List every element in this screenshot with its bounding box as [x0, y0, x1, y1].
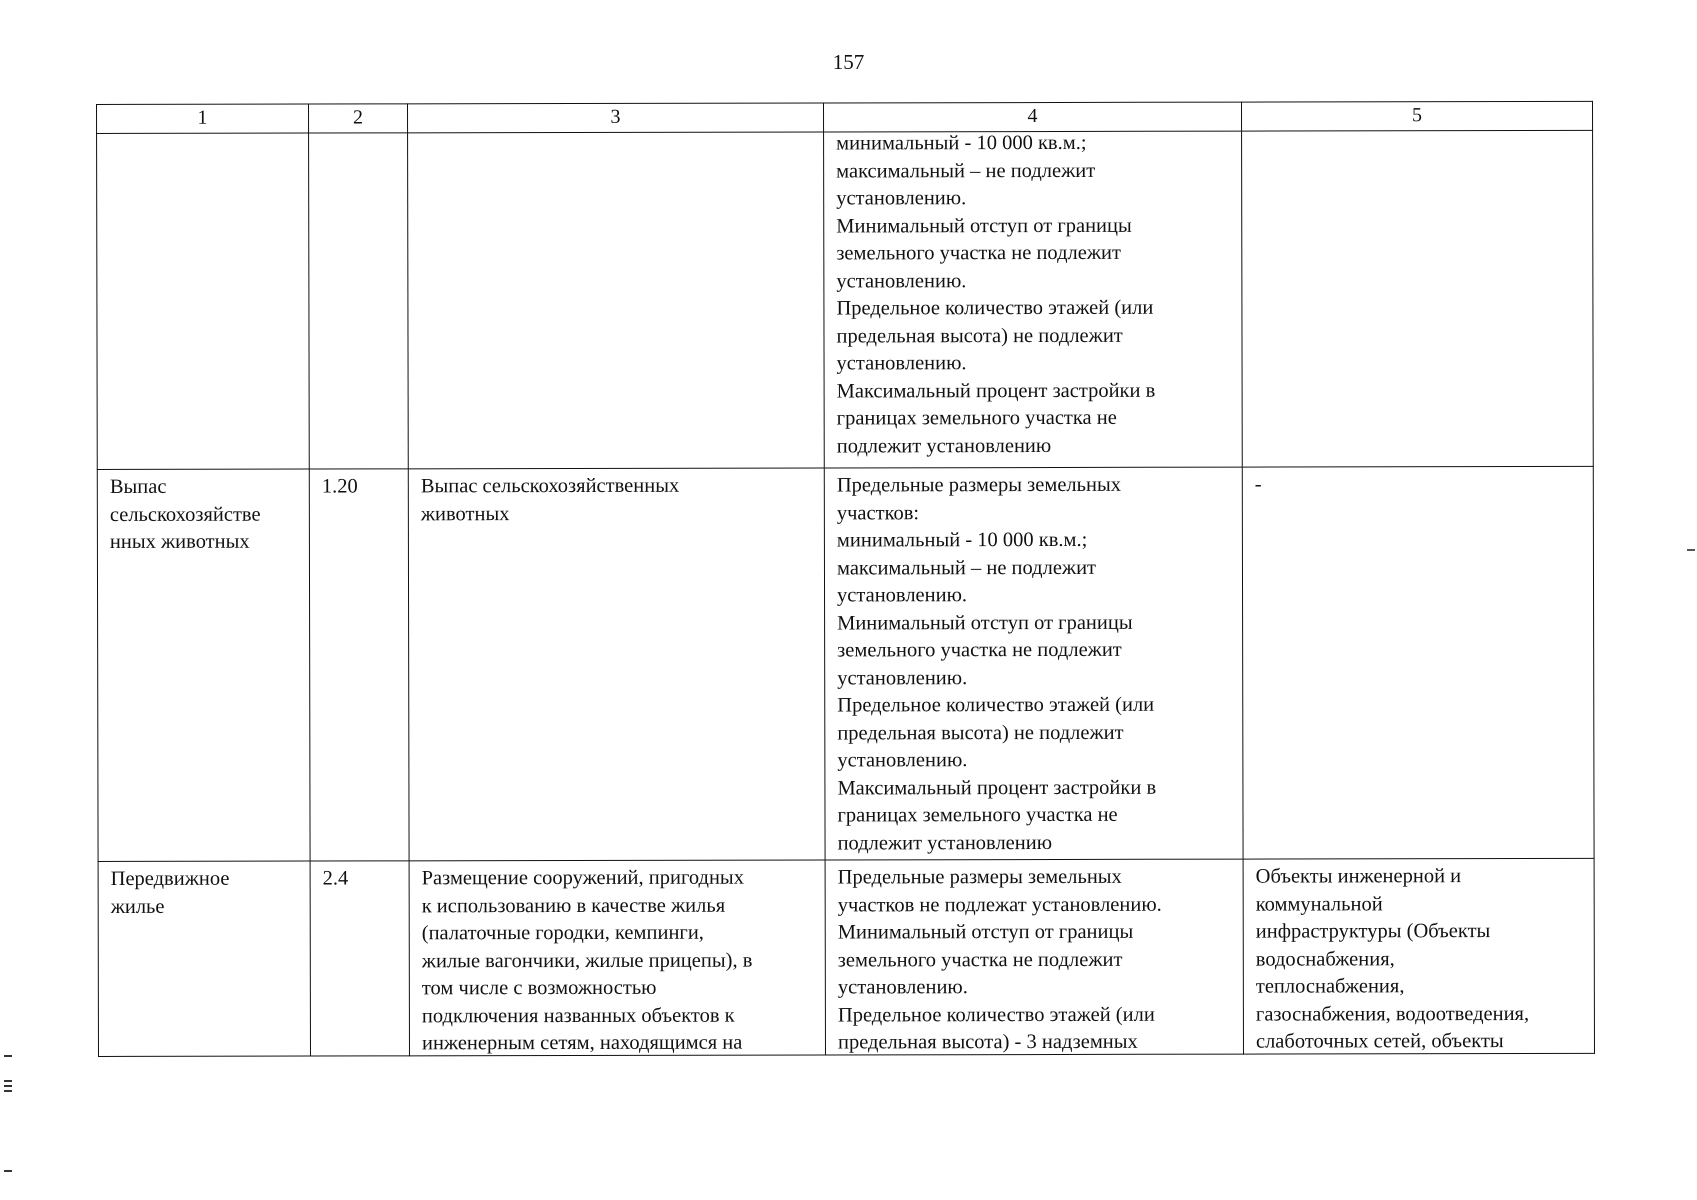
header-col-2: 2 [309, 104, 408, 133]
cell-text: Размещение сооружений, пригодных к использованию в качестве жилья (палаточные городки, кемпинги, жилые вагончики, жилые прицепы), в том числе с возможностью подключения названных объектов к инженерным сетям, находящимся на [421, 866, 753, 1055]
cell-restrictions [1242, 130, 1594, 467]
scan-edge-mark [4, 1090, 12, 1092]
cell-use-name [97, 469, 310, 861]
cell-text: Объекты инженерной и коммунальной инфраструктуры (Объекты водоснабжения, теплоснабжения, газоснабжения, водоотведения, слаботочных сетей, объекты [1255, 865, 1530, 1053]
scan-edge-mark [1687, 549, 1695, 551]
scan-edge-mark [4, 1080, 12, 1082]
header-col-4: 4 [823, 102, 1241, 132]
cell-parameters [825, 859, 1243, 1055]
cell-text: 2.4 [322, 867, 349, 890]
cell-text: 1.20 [321, 475, 358, 498]
table-row [98, 858, 1594, 1056]
cell-parameters [824, 131, 1243, 468]
cell-use-description [408, 468, 825, 861]
cell-restrictions [1242, 466, 1594, 859]
cell-parameters [824, 467, 1243, 860]
cell-use-name [97, 133, 310, 469]
cell-use-code [309, 133, 409, 469]
cell-use-name [98, 861, 310, 1056]
cell-use-description [409, 860, 825, 1056]
cell-text: минимальный - 10 000 кв.м.; максимальный – не подлежит установлению. Минимальный отступ от границы земельного участка не подлежит установлению. Предельное количество этажей (или предельная высота) не подлежит установлению. Максимальный процент застройки в границах земельного участка не подлежит установлению [836, 131, 1156, 457]
scan-edge-mark [4, 1055, 12, 1057]
cell-text: Выпас сельскохозяйстве нных животных [109, 475, 261, 553]
table-row [97, 466, 1594, 861]
header-col-5: 5 [1241, 101, 1592, 131]
header-row [97, 101, 1593, 133]
scan-edge-mark [4, 1170, 12, 1172]
cell-text: Предельные размеры земельных участков не подлежат установлению. Минимальный отступ от границы земельного участка не подлежит установлению. Предельное количество этажей (или предельная высота) - 3 надземных [837, 865, 1162, 1054]
header-col-3: 3 [408, 103, 824, 133]
cell-text: Выпас сельскохозяйственных животных [420, 474, 680, 525]
cell-text: Предельные размеры земельных участков: минимальный - 10 000 кв.м.; максимальный – не подлежит установлению. Минимальный отступ от границы земельного участка не подлежит установлению. Предельное количество этажей (или предельная высота) не подлежит установлению. Максимальный процент застройки в границах земельного участка не подлежит установлению [836, 473, 1157, 854]
table-row [97, 130, 1594, 469]
scan-edge-mark [4, 1085, 12, 1087]
land-use-table [96, 101, 1595, 1057]
page-number: 157 [832, 50, 865, 74]
cell-restrictions [1243, 858, 1594, 1054]
cell-use-code [310, 861, 409, 1056]
cell-text: Передвижное жилье [110, 867, 230, 918]
cell-use-code [309, 469, 409, 861]
header-col-1: 1 [97, 104, 309, 133]
cell-text: - [1254, 473, 1262, 496]
cell-use-description [408, 132, 825, 469]
